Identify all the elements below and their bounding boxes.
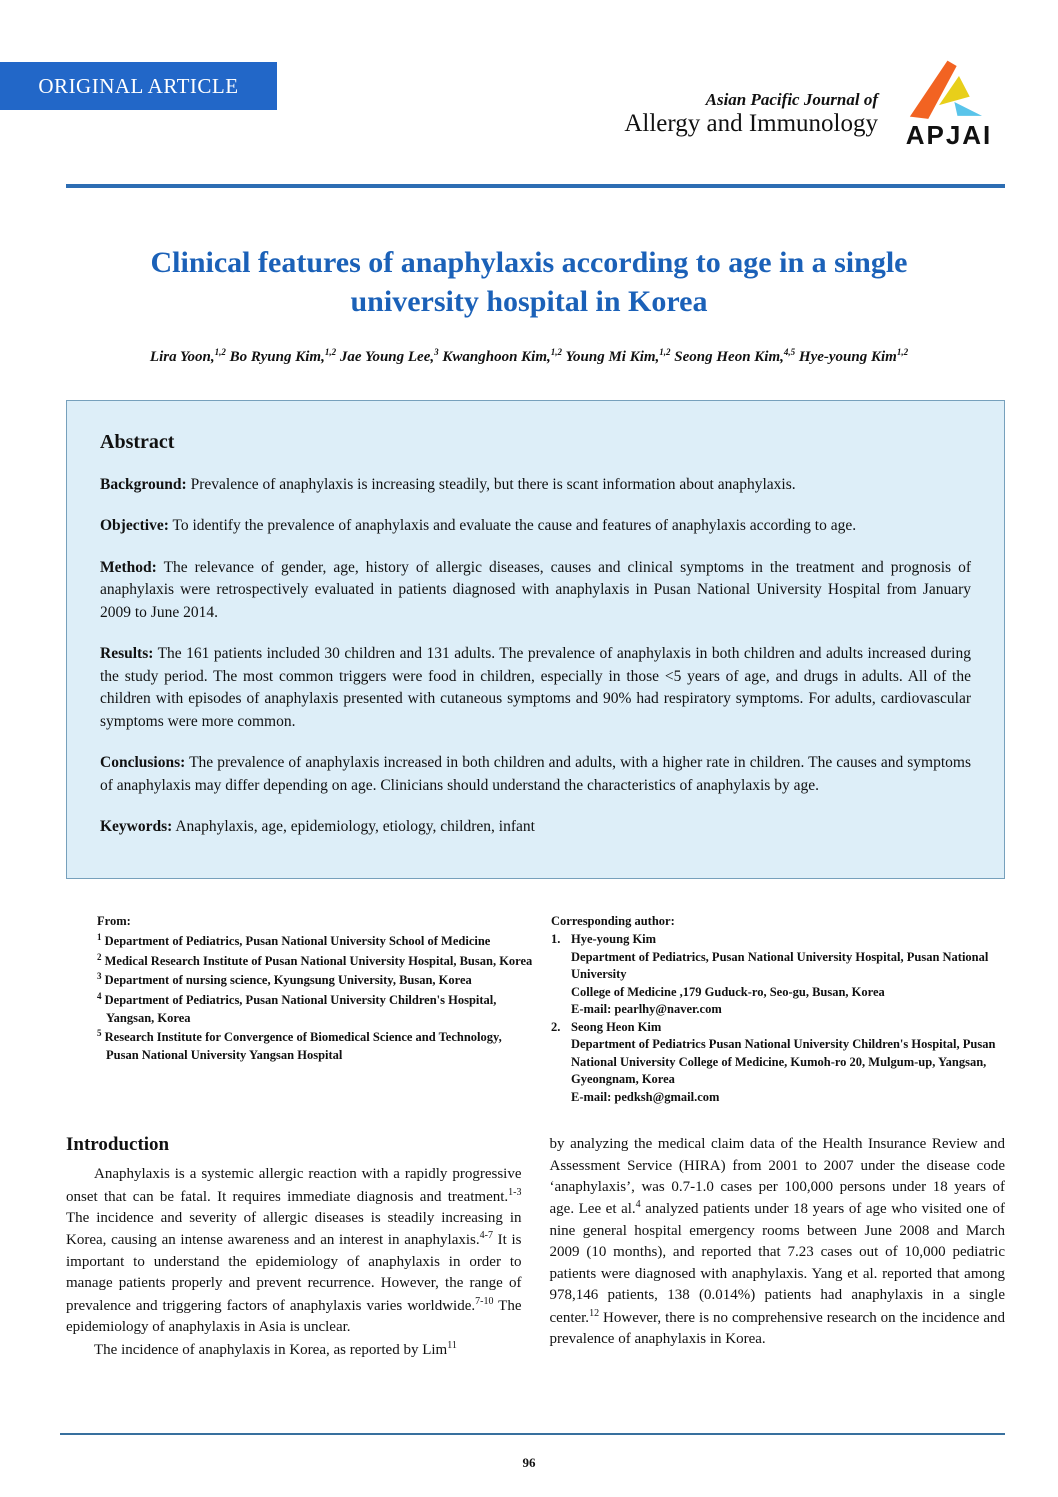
abstract-objective-label: Objective: (100, 517, 169, 535)
corresponding-author-number: 1. (551, 932, 561, 947)
corresponding-author-address: Department of Pediatrics, Pusan National University Hospital, Pusan National University (571, 949, 989, 982)
affiliation-text: Department of nursing science, Kyungsung University, Busan, Korea (104, 973, 472, 988)
journal-name-line2: Allergy and Immunology (624, 109, 878, 137)
abstract-objective (100, 515, 971, 537)
affiliation-item (97, 990, 533, 1027)
introduction-column-left (66, 1134, 522, 1361)
article-title-line1: Clinical features of anaphylaxis according to age in a single (150, 246, 908, 279)
abstract-method-label: Method: (100, 558, 157, 576)
introduction-paragraph-1: Anaphylaxis is a systemic allergic reaction with a rapidly progressive onset that can be fatal. It requires immediate diagnosis and treatment.$^{1-3}$ The incidence and severity of allergic diseases is steadily increasing in Korea, causing an intense awareness and an interest in anaphylaxis.$^{4-7}$ It is important to understand the epidemiology of anaphylaxis in order to manage patients properly and prevent recurrence. However, the range of prevalence and triggering factors of anaphylaxis varies worldwide.$^{7-10}$ The epidemiology of anaphylaxis in Asia is unclear. (66, 1166, 522, 1336)
abstract-background-text: Prevalence of anaphylaxis is increasing steadily, but there is scant information about anaphylaxis. (190, 476, 796, 493)
article-title-line2: university hospital in Korea (350, 285, 708, 318)
abstract-heading: Abstract (100, 431, 175, 453)
abstract-keywords (100, 816, 971, 838)
author-list: Lira Yoon,$^{1,2}$ Bo Ryung Kim,$^{1,2}$ Jae Young Lee,$^3$ Kwanghoon Kim,$^{1,2}$ Young Mi Kim,$^{1,2}$ Seong Heon Kim,$^{4,5}$ Hye-young Kim$^{1,2}$ (149, 347, 909, 365)
affiliation-number: 4 (97, 991, 102, 1002)
affiliation-number: 5 (97, 1028, 102, 1039)
abstract-results-label: Results: (100, 645, 154, 663)
introduction-section (66, 1134, 1005, 1361)
affiliation-number: 1 (97, 932, 102, 943)
corresponding-authors (551, 913, 1005, 1107)
abstract-keywords-text: Anaphylaxis, age, epidemiology, etiology, children, infant (175, 818, 535, 836)
abstract-results (100, 643, 971, 733)
affiliation-number: 3 (97, 971, 102, 982)
affiliation-item (97, 951, 533, 971)
abstract-conclusions (100, 752, 971, 797)
corresponding-author-address: College of Medicine ,179 Guduck-ro, Seo-gu, Busan, Korea (571, 984, 885, 999)
page-header (0, 0, 1058, 187)
affiliation-item (97, 931, 533, 951)
abstract-objective-text: To identify the prevalence of anaphylaxis and evaluate the cause and features of anaphylaxis according to age. (172, 517, 857, 535)
apjai-triangle-icon (899, 56, 999, 122)
abstract-background (100, 474, 971, 496)
affiliation-number: 2 (97, 951, 102, 962)
corresponding-author-email: E-mail: pedksh@gmail.com (571, 1089, 720, 1104)
introduction-paragraph-2-start: The incidence of anaphylaxis in Korea, as reported by Lim$^{11}$ (94, 1339, 457, 1358)
corresponding-author-email: E-mail: pearlhy@naver.com (571, 1002, 722, 1017)
journal-logo (896, 56, 1002, 151)
abstract-method-text: The relevance of gender, age, history of allergic diseases, causes and clinical symptoms in the treatment and prognosis of anaphylaxis were retrospectively evaluated in patients diagnosed with anaphylaxis in Pusan National University Hospital from January 2009 to June 2014. (100, 558, 971, 621)
introduction-column-right (550, 1134, 1006, 1361)
corresponding-author-2 (551, 1019, 1005, 1107)
article-type-label: ORIGINAL ARTICLE (38, 73, 239, 98)
journal-name (624, 90, 878, 138)
affiliation-item (97, 970, 533, 990)
abstract-conclusions-label: Conclusions: (100, 754, 186, 772)
corresponding-author-name-line (551, 1019, 1005, 1037)
article-meta (97, 913, 1005, 1107)
affiliation-text: Medical Research Institute of Pusan National University Hospital, Busan, Korea (104, 953, 533, 968)
corresponding-author-1 (551, 931, 1005, 1019)
affiliation-text: Department of Pediatrics, Pusan National University Children's Hospital, Yangsan, Korea (104, 993, 497, 1025)
abstract-background-label: Background: (100, 476, 187, 493)
abstract-results-text: The 161 patients included 30 children and 131 adults. The prevalence of anaphylaxis in both children and adults increased during the study period. The most common triggers were food in children, especially in those <5 years of age, and drugs in adults. All of the children with episodes of anaphylaxis presented with cutaneous symptoms and 90% had respiratory symptoms. For adults, cardiovascular symptoms were more common. (100, 645, 971, 730)
introduction-paragraph-2-continued: by analyzing the medical claim data of the Health Insurance Review and Assessment Service (HIRA) from 2001 to 2007 under the disease code ‘anaphylaxis’, was 0.7-1.0 cases per 100,000 persons under 18 years of age. Lee et al.$^4$ analyzed patients under 18 years of age who visited one of nine general hospital emergency rooms between June 2008 and March 2009 (10 months), and reported that 7.23 cases out of 10,000 pediatric patients were diagnosed with anaphylaxis. Yang et al. reported that among 978,146 patients, 138 (0.014%) patients had anaphylaxis in a single center.$^{12}$ However, there is no comprehensive research on the incidence and prevalence of anaphylaxis in Korea. (549, 1136, 1005, 1348)
abstract-box (66, 400, 1005, 879)
page-number: 96 (522, 1455, 536, 1470)
corresponding-author-number: 2. (551, 1019, 561, 1034)
journal-name-line1: Asian Pacific Journal of (705, 90, 878, 109)
introduction-heading: Introduction (66, 1134, 170, 1156)
abstract-method (100, 557, 971, 624)
from-heading: From: (97, 913, 131, 928)
article-title (40, 243, 1018, 321)
footer-divider (60, 1433, 1005, 1435)
header-divider (66, 184, 1005, 188)
affiliation-text: Research Institute for Convergence of Biomedical Science and Technology, Pusan National University Yangsan Hospital (104, 1030, 502, 1062)
abstract-keywords-label: Keywords: (100, 818, 173, 836)
affiliation-text: Department of Pediatrics, Pusan National University School of Medicine (104, 934, 491, 949)
corresponding-author-name: Hye-young Kim (571, 932, 657, 947)
affiliation-item (97, 1027, 533, 1064)
journal-logo-text: APJAI (905, 120, 993, 150)
corresponding-author-name-line (551, 931, 1005, 949)
article-type-badge (0, 62, 277, 110)
corresponding-author-name: Seong Heon Kim (571, 1019, 662, 1034)
abstract-conclusions-text: The prevalence of anaphylaxis increased in both children and adults, with a higher rate in children. The causes and symptoms of anaphylaxis may differ depending on age. Clinicians should understand the characteristics of anaphylaxis by age. (100, 754, 971, 794)
affiliations (97, 913, 533, 1107)
corresponding-author-address: Department of Pediatrics Pusan National University Children's Hospital, Pusan National University College of Medicine, Kumoh-ro 20, Mulgum-up, Yangsan, Gyeongnam, Korea (571, 1037, 996, 1087)
corresponding-heading: Corresponding author: (551, 913, 675, 928)
